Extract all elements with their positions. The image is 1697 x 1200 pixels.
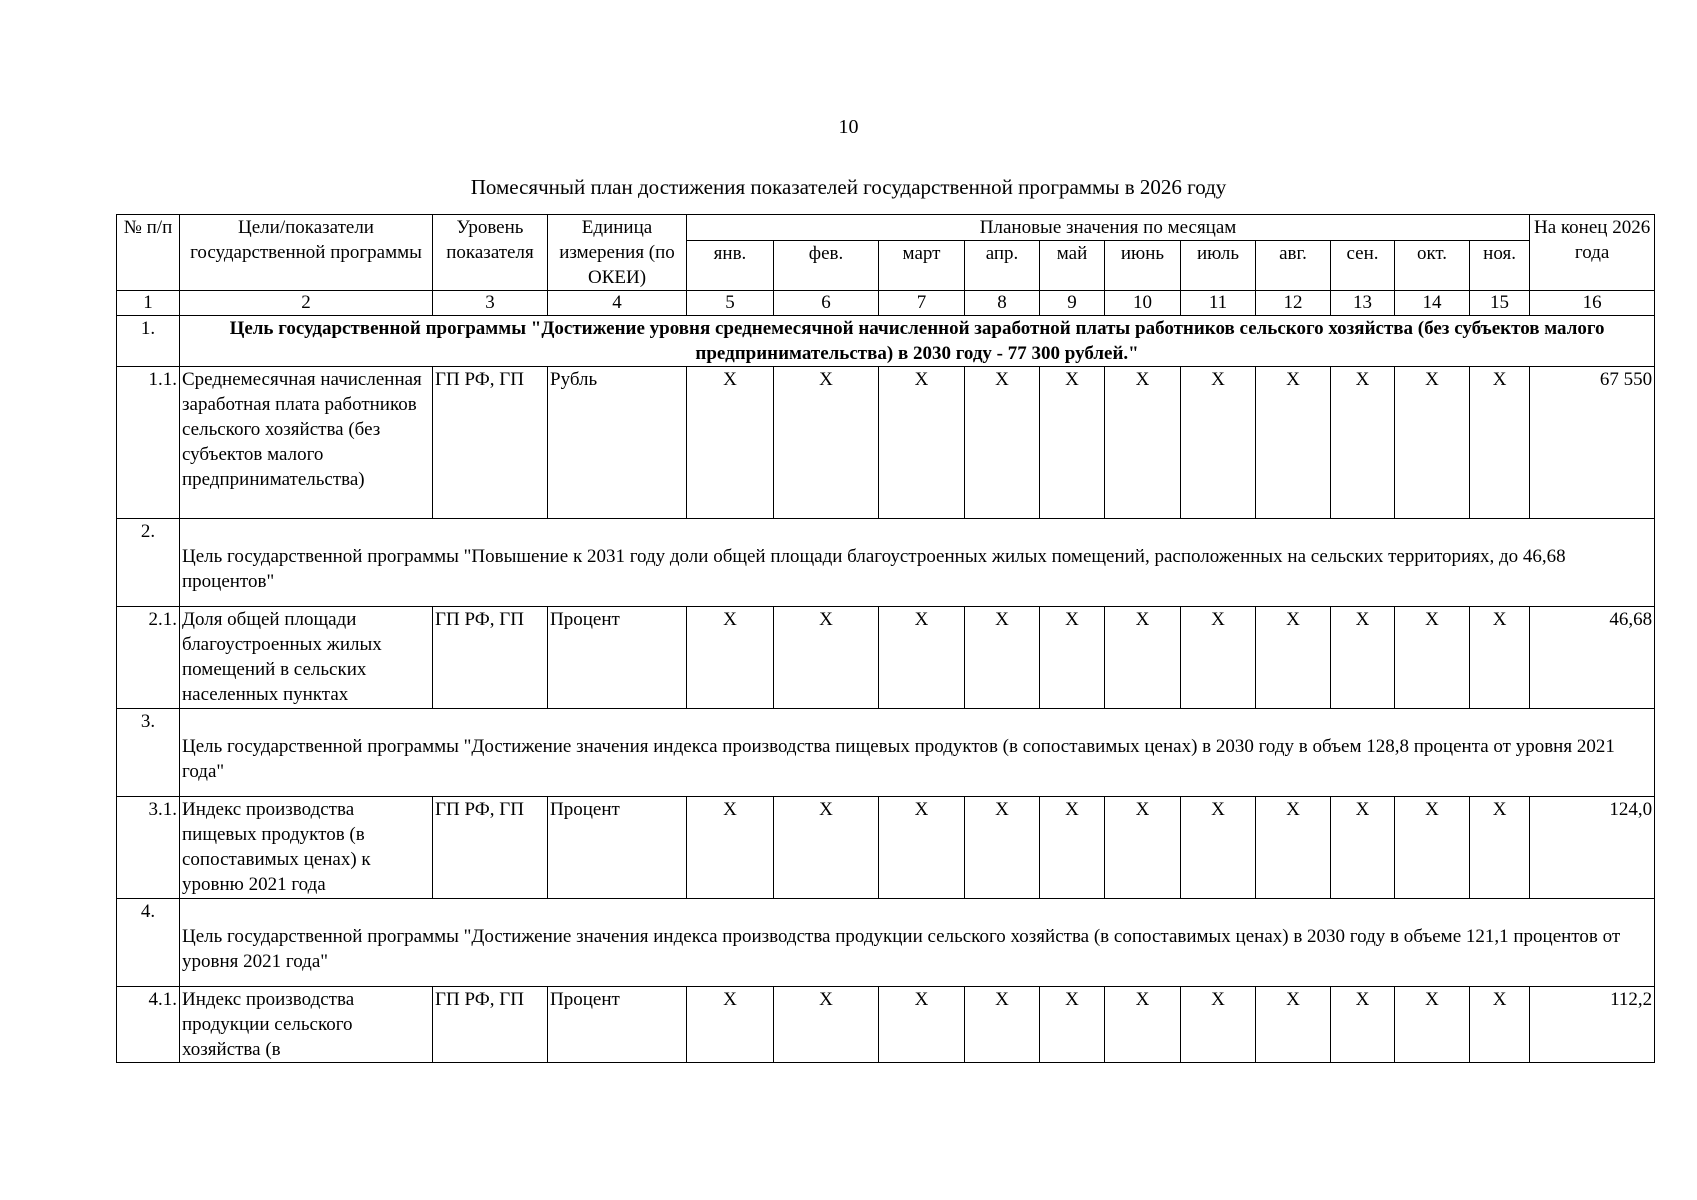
month-value: X — [1256, 797, 1331, 899]
header-month: апр. — [965, 241, 1040, 291]
document-title: Помесячный план достижения показателей государственной программы в 2026 году — [470, 175, 1227, 199]
goal-text: Цель государственной программы "Достижение значения индекса производства продукции сельского хозяйства (в сопоставимых ценах) в 2030 году в объеме 121,1 процентов от уровня 2021 года" — [180, 899, 1655, 987]
indicator-unit: Процент — [548, 797, 687, 899]
header-month: сен. — [1331, 241, 1395, 291]
header-month: авг. — [1256, 241, 1331, 291]
month-value: X — [1040, 607, 1105, 709]
column-number: 1 — [117, 291, 180, 316]
header-month: июль — [1181, 241, 1256, 291]
column-number: 9 — [1040, 291, 1105, 316]
column-number: 5 — [687, 291, 774, 316]
end-of-year-value: 112,2 — [1530, 987, 1655, 1063]
indicator-level: ГП РФ, ГП — [433, 607, 548, 709]
month-value: X — [1256, 367, 1331, 519]
header-month: фев. — [774, 241, 879, 291]
month-value: X — [1181, 607, 1256, 709]
month-value: X — [774, 987, 879, 1063]
month-value: X — [1105, 987, 1181, 1063]
month-value: X — [1181, 367, 1256, 519]
goal-text: Цель государственной программы "Достижение значения индекса производства пищевых продуктов (в сопоставимых ценах) в 2030 году в объем 128,8 процента от уровня 2021 года" — [180, 709, 1655, 797]
header-month: март — [879, 241, 965, 291]
end-of-year-value: 67 550 — [1530, 367, 1655, 519]
column-number: 13 — [1331, 291, 1395, 316]
column-number: 2 — [180, 291, 433, 316]
month-value: X — [879, 987, 965, 1063]
column-number: 14 — [1395, 291, 1470, 316]
indicator-name: Индекс производства пищевых продуктов (в сопоставимых ценах) к уровню 2021 года — [180, 797, 433, 899]
column-number: 12 — [1256, 291, 1331, 316]
indicator-number: 4.1. — [117, 987, 180, 1063]
month-value: X — [1040, 797, 1105, 899]
indicator-unit: Процент — [548, 987, 687, 1063]
month-value: X — [1105, 367, 1181, 519]
month-value: X — [879, 367, 965, 519]
month-value: X — [1470, 987, 1530, 1063]
goal-number: 1. — [117, 316, 180, 367]
month-value: X — [1256, 987, 1331, 1063]
column-number-row — [117, 291, 1655, 316]
column-number: 16 — [1530, 291, 1655, 316]
month-value: X — [774, 367, 879, 519]
goal-text: Цель государственной программы "Повышение к 2031 году доли общей площади благоустроенных жилых помещений, расположенных на сельских территориях, до 46,68 процентов" — [180, 519, 1655, 607]
indicator-number: 1.1. — [117, 367, 180, 519]
goal-row — [117, 316, 1655, 367]
indicator-row — [117, 797, 1655, 899]
month-value: X — [687, 797, 774, 899]
month-value: X — [1470, 797, 1530, 899]
month-value: X — [1040, 987, 1105, 1063]
indicator-level: ГП РФ, ГП — [433, 987, 548, 1063]
month-value: X — [965, 607, 1040, 709]
month-value: X — [1040, 367, 1105, 519]
month-value: X — [687, 987, 774, 1063]
month-value: X — [1395, 987, 1470, 1063]
month-value: X — [965, 797, 1040, 899]
header-month: май — [1040, 241, 1105, 291]
header-row-top — [117, 215, 1655, 241]
header-month: июнь — [1105, 241, 1181, 291]
column-number: 4 — [548, 291, 687, 316]
header-planned: Плановые значения по месяцам — [687, 215, 1530, 241]
month-value: X — [1331, 367, 1395, 519]
goal-row — [117, 709, 1655, 797]
goal-row — [117, 899, 1655, 987]
indicator-row — [117, 607, 1655, 709]
column-number: 15 — [1470, 291, 1530, 316]
goal-number: 2. — [117, 519, 180, 607]
month-value: X — [1105, 797, 1181, 899]
indicator-unit: Процент — [548, 607, 687, 709]
column-number: 10 — [1105, 291, 1181, 316]
month-value: X — [1331, 987, 1395, 1063]
month-value: X — [965, 987, 1040, 1063]
indicator-number: 2.1. — [117, 607, 180, 709]
month-value: X — [1331, 797, 1395, 899]
month-value: X — [1181, 987, 1256, 1063]
column-number: 8 — [965, 291, 1040, 316]
month-value: X — [1256, 607, 1331, 709]
month-value: X — [1181, 797, 1256, 899]
month-value: X — [1105, 607, 1181, 709]
indicator-level: ГП РФ, ГП — [433, 797, 548, 899]
indicator-name: Доля общей площади благоустроенных жилых помещений в сельских населенных пунктах — [180, 607, 433, 709]
indicator-row — [117, 367, 1655, 519]
month-value: X — [1395, 797, 1470, 899]
indicator-unit: Рубль — [548, 367, 687, 519]
month-value: X — [1331, 607, 1395, 709]
indicator-name: Среднемесячная начисленная заработная плата работников сельского хозяйства (без субъектов малого предпринимательства) — [180, 367, 433, 519]
end-of-year-value: 46,68 — [1530, 607, 1655, 709]
month-value: X — [879, 797, 965, 899]
end-of-year-value: 124,0 — [1530, 797, 1655, 899]
indicator-name: Индекс производства продукции сельского хозяйства (в — [180, 987, 433, 1063]
header-end: На конец 2026 года — [1530, 215, 1655, 291]
header-goals: Цели/показатели государственной программы — [180, 215, 433, 291]
month-value: X — [687, 607, 774, 709]
column-number: 7 — [879, 291, 965, 316]
header-month: ноя. — [1470, 241, 1530, 291]
goal-row — [117, 519, 1655, 607]
header-month: окт. — [1395, 241, 1470, 291]
indicator-number: 3.1. — [117, 797, 180, 899]
column-number: 6 — [774, 291, 879, 316]
goal-number: 3. — [117, 709, 180, 797]
month-value: X — [687, 367, 774, 519]
column-number: 11 — [1181, 291, 1256, 316]
header-unit: Единица измерения (по ОКЕИ) — [548, 215, 687, 291]
goal-number: 4. — [117, 899, 180, 987]
month-value: X — [774, 607, 879, 709]
header-month: янв. — [687, 241, 774, 291]
indicator-level: ГП РФ, ГП — [433, 367, 548, 519]
page-number: 10 — [838, 116, 859, 138]
month-value: X — [879, 607, 965, 709]
monthly-plan-table — [116, 214, 1655, 1063]
indicator-row — [117, 987, 1655, 1063]
column-number: 3 — [433, 291, 548, 316]
month-value: X — [774, 797, 879, 899]
month-value: X — [1470, 367, 1530, 519]
month-value: X — [965, 367, 1040, 519]
month-value: X — [1395, 607, 1470, 709]
header-num: № п/п — [117, 215, 180, 291]
goal-text: Цель государственной программы "Достижение уровня среднемесячной начисленной заработной платы работников сельского хозяйства (без субъектов малого предпринимательства) в 2030 году - 77 300 рублей." — [180, 316, 1655, 367]
header-level: Уровень показателя — [433, 215, 548, 291]
month-value: X — [1470, 607, 1530, 709]
month-value: X — [1395, 367, 1470, 519]
